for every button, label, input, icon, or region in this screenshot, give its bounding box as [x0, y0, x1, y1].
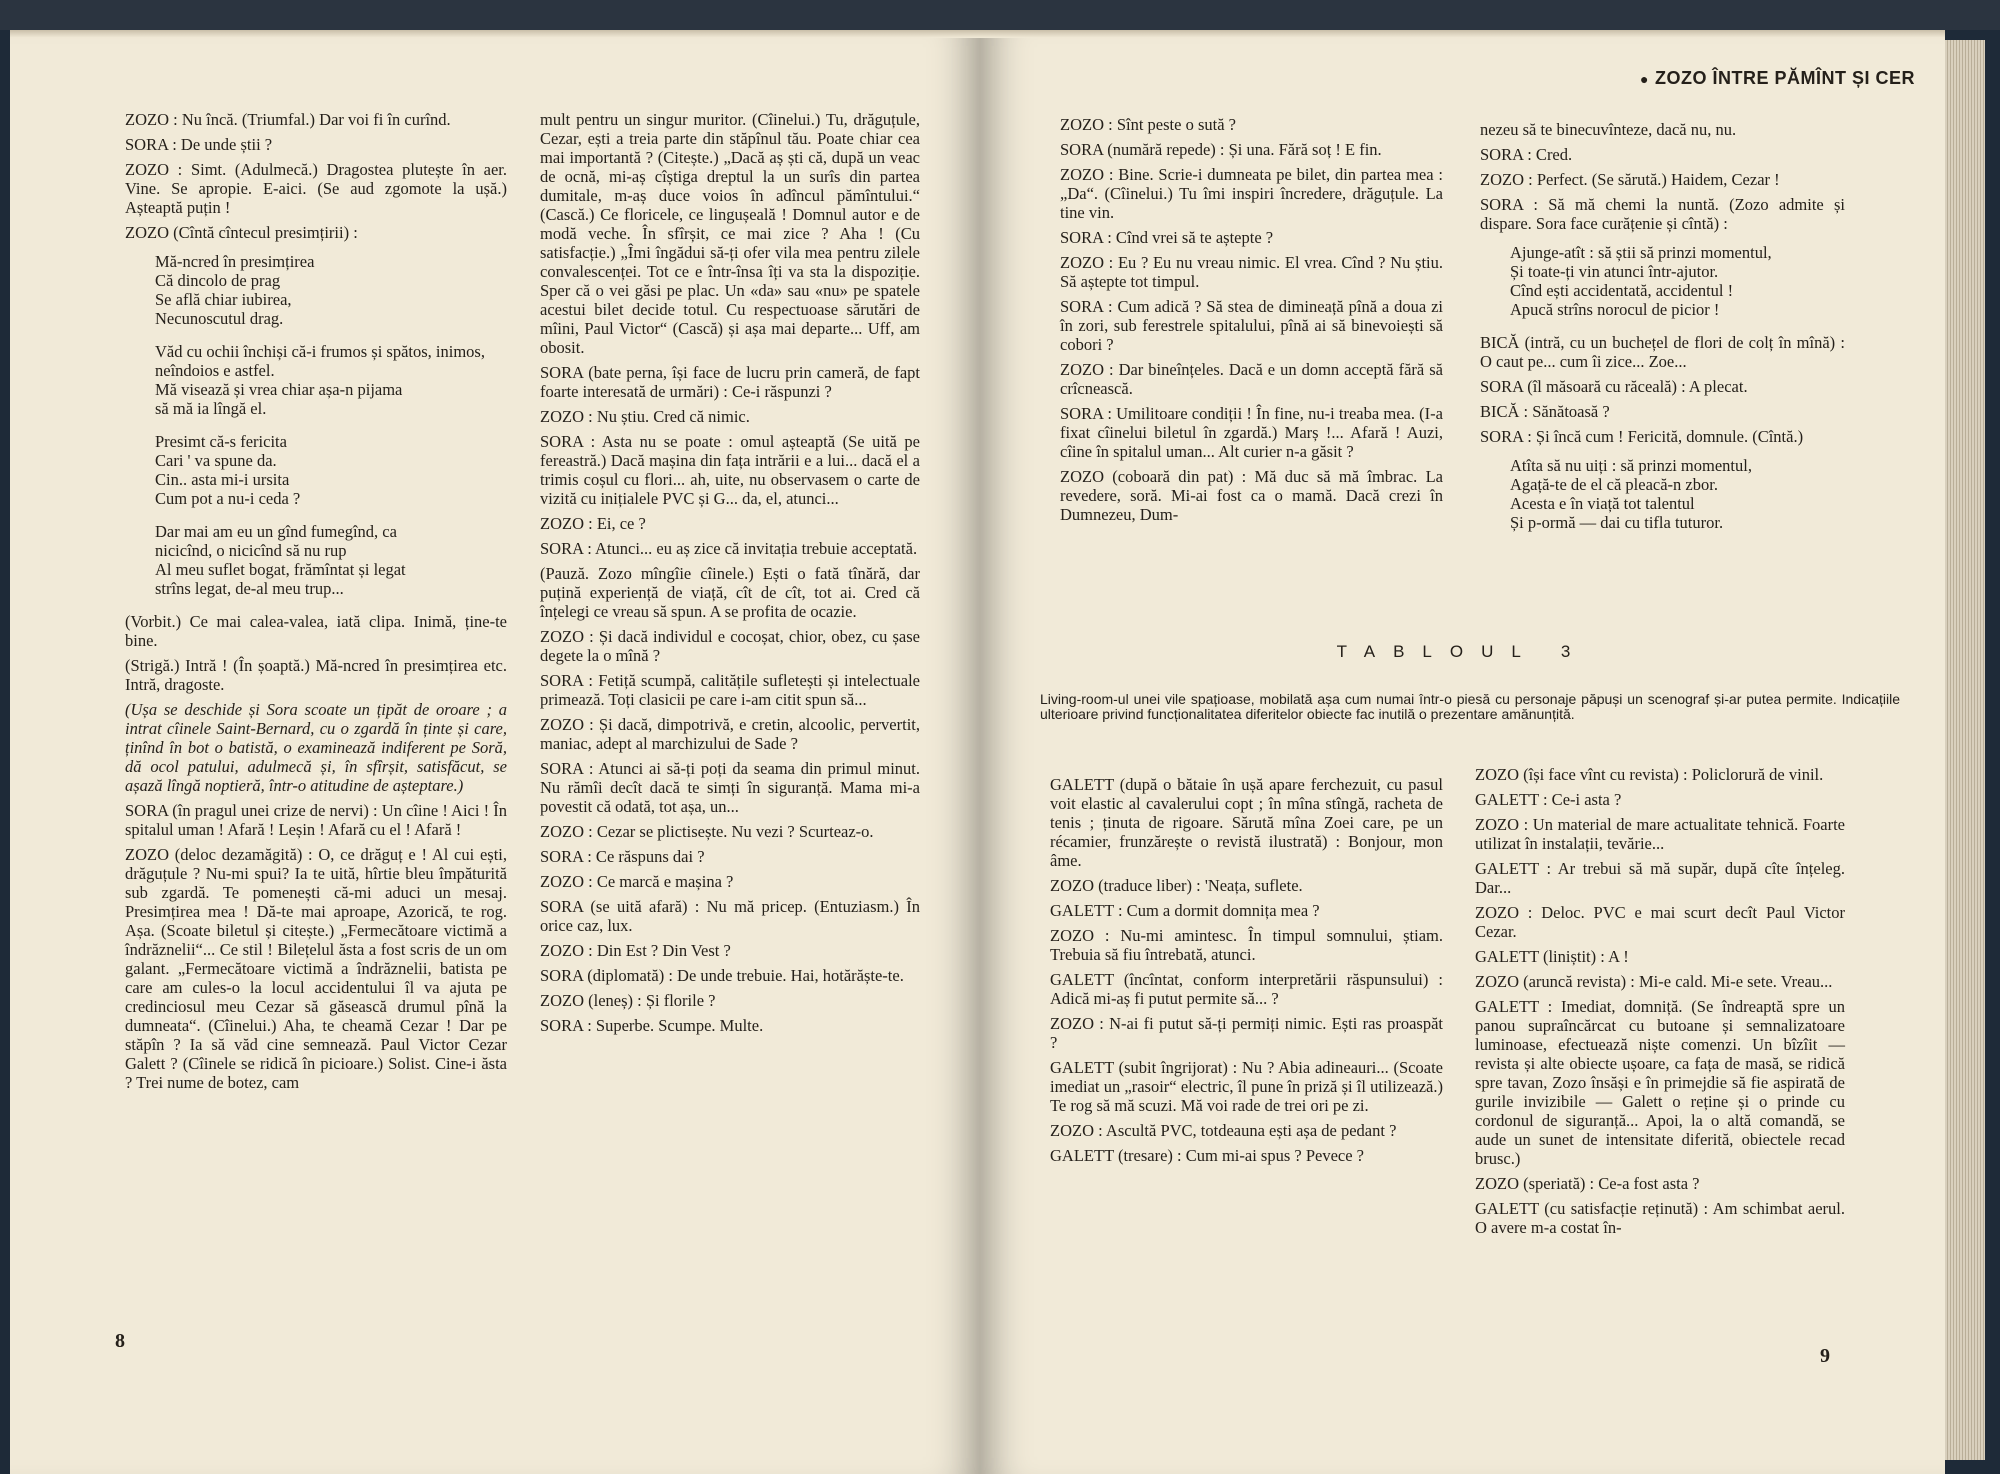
- verse-line: Al meu suflet bogat, frămîntat și legat: [155, 560, 406, 579]
- dialogue-line: ZOZO : Din Est ? Din Vest ?: [540, 941, 731, 960]
- song-verse: [155, 522, 507, 598]
- dialogue-line: SORA (diplomată) : De unde trebuie. Hai, hotărăște-te.: [540, 966, 904, 985]
- verse-line: Ajunge-atît : să știi să prinzi momentul,: [1510, 243, 1772, 262]
- verse-line: Și p-ormă — dai cu tifla tuturor.: [1510, 513, 1724, 532]
- dialogue-line: SORA : Cum adică ? Să stea de dimineață pînă a doua zi în zori, sub ferestrele spitalului, pînă ai să binevoiești să cobori ?: [1060, 297, 1443, 354]
- right-column-4: [1475, 765, 1845, 1243]
- dialogue-line: mult pentru un singur muritor. (Cîinelui.) Tu, drăguțule, Cezar, ești a treia parte din stăpînul tău. Poate chiar cea mai importantă ? (Citește.) „Dacă aș ști că, după un veac de ocnă, mi-aș cîștiga dreptul la un surîs din partea dumitale, m-aș duce voios în adîncul pămîntului.“ (Cască.) Ce floricele, ce lingușeală ! Domnul autor e de modă veche. În sfîrșit, ce mai zice ? Aha ! (Cu satisfacție.) „Îmi îngădui să-ți ofer vila mea pentru zilele convalescenței. Tot ce e într-însa îți va sta la dispoziție. Sper că o vei găsi pe plac. Un «da» sau «nu» pe spatele acestui bilet decide totul. Cu respectuoase sărutări de mîini, Paul Victor“ (Cască) și așa mai departe... Uff, am obosit.: [540, 110, 920, 357]
- dialogue-line: ZOZO (traduce liber) : 'Neața, suflete.: [1050, 876, 1303, 895]
- dialogue-line: BICĂ (intră, cu un buchețel de flori de colț în mînă) : O caut pe... cum îi zice... Zoe...: [1480, 333, 1845, 371]
- dialogue-line: BICĂ : Sănătoasă ?: [1480, 402, 1610, 421]
- dialogue-line: ZOZO (Cîntă cîntecul presimțirii) :: [125, 223, 358, 242]
- left-page: [10, 30, 980, 1474]
- dialogue-line: ZOZO : Perfect. (Se sărută.) Haidem, Cezar !: [1480, 170, 1780, 189]
- dialogue-line: SORA : Superbe. Scumpe. Multe.: [540, 1016, 764, 1035]
- dialogue-line: GALETT : Ar trebui să mă supăr, după cîte înțeleg. Dar...: [1475, 859, 1845, 897]
- song-verse: [1510, 456, 1845, 532]
- right-page: [980, 30, 1945, 1474]
- page-top-shadow: [10, 30, 980, 38]
- verse-line: Apucă strîns norocul de picior !: [1510, 300, 1720, 319]
- dialogue-line: ZOZO (aruncă revista) : Mi-e cald. Mi-e sete. Vreau...: [1475, 972, 1833, 991]
- dialogue-line: SORA (în pragul unei crize de nervi) : Un cîine ! Aici ! În spitalul uman ! Afară ! Leșin ! Afară cu el ! Afară !: [125, 801, 507, 839]
- dialogue-block: [1050, 775, 1443, 1165]
- dialogue-line: SORA : Cînd vrei să te aștepte ?: [1060, 228, 1274, 247]
- dialogue-line: nezeu să te binecuvînteze, dacă nu, nu.: [1480, 120, 1737, 139]
- dialogue-line: SORA : Să mă chemi la nuntă. (Zozo admite și dispare. Sora face curățenie și cîntă) :: [1480, 195, 1845, 233]
- dialogue-line: GALETT (tresare) : Cum mi-ai spus ? Pevece ?: [1050, 1146, 1365, 1165]
- verse-line: să mă ia lîngă el.: [155, 399, 267, 418]
- page-edges: [1945, 40, 1985, 1460]
- verse-line: Agață-te de el că pleacă-n zbor.: [1510, 475, 1718, 494]
- dialogue-line: GALETT (liniștit) : A !: [1475, 947, 1629, 966]
- dialogue-line: SORA : Asta nu se poate : omul așteaptă (Se uită pe fereastră.) Dacă mașina din fața intrării e a lui... dacă el a trimis coșul cu flori... ah, uite, nu observasem o carte de vizită cu inițialele PVC și G... da, el, atunci...: [540, 432, 920, 508]
- dialogue-line: SORA (bate perna, își face de lucru prin cameră, de fapt foarte interesată de urmări) : Ce-i răspunzi ?: [540, 363, 920, 401]
- right-column-1: [1060, 115, 1443, 530]
- dialogue-line: SORA : Fetiță scumpă, calitățile sufletești și intelectuale primează. Toți clasicii pe care i-am citit spun să...: [540, 671, 920, 709]
- dialogue-line: ZOZO : N-ai fi putut să-ți permiți nimic. Ești ras proaspăt ?: [1050, 1014, 1443, 1052]
- dialogue-line: GALETT (subit îngrijorat) : Nu ? Abia adineauri... (Scoate imediat un „rasoir“ electric, îl pune în priză și îl utilizează.) Te rog să mă scuzi. Mă voi rade de trei ori pe zi.: [1050, 1058, 1443, 1115]
- dialogue-line: ZOZO : Și dacă, dimpotrivă, e cretin, alcoolic, pervertit, maniac, adept al marchizului de Sade ?: [540, 715, 920, 753]
- verse-line: Văd cu ochii închiși că-i frumos și spătos, inimos, neîndoios e astfel.: [155, 342, 485, 380]
- verse-line: nicicînd, o nicicînd să nu rup: [155, 541, 347, 560]
- dialogue-line: ZOZO : Ei, ce ?: [540, 514, 646, 533]
- verse-line: Că dincolo de prag: [155, 271, 281, 290]
- verse-line: Atîta să nu uiți : să prinzi momentul,: [1510, 456, 1752, 475]
- verse-line: Mă-ncred în presimțirea: [155, 252, 315, 271]
- dialogue-line: ZOZO (își face vînt cu revista) : Policlorură de vinil.: [1475, 765, 1824, 784]
- verse-line: Dar mai am eu un gînd fumegînd, ca: [155, 522, 397, 541]
- dialogue-line: SORA : Atunci ai să-ți poți da seama din primul minut. Nu rămîi decît dacă te simți în siguranță. Mama mi-a povestit că odată, tot așa, un...: [540, 759, 920, 816]
- dialogue-line: GALETT (cu satisfacție reținută) : Am schimbat aerul. O avere m-a costat în-: [1475, 1199, 1845, 1237]
- dialogue-line: ZOZO : Dar bineînțeles. Dacă e un domn acceptă fără să crîcnească.: [1060, 360, 1443, 398]
- dialogue-block: [1060, 115, 1443, 524]
- dialogue-block: [1475, 765, 1845, 1237]
- dialogue-line: ZOZO : Nu încă. (Triumfal.) Dar voi fi în curînd.: [125, 110, 451, 129]
- left-column-2: [540, 110, 920, 1041]
- dialogue-line: ZOZO : Ascultă PVC, totdeauna ești așa de pedant ?: [1050, 1121, 1397, 1140]
- dialogue-block: [125, 801, 507, 1092]
- page-number: 9: [1820, 1345, 1830, 1367]
- dialogue-line: ZOZO : Sînt peste o sută ?: [1060, 115, 1236, 134]
- scene-heading: TABLOUL 3: [1336, 642, 1589, 661]
- song-verse: [1510, 243, 1845, 319]
- page-top-shadow: [980, 30, 1945, 38]
- dialogue-line: ZOZO : Simt. (Adulmecă.) Dragostea plutește în aer. Vine. Se apropie. E-aici. (Se aud zgomote la ușă.) Așteaptă puțin !: [125, 160, 507, 217]
- verse-line: Acesta e în viață tot talentul: [1510, 494, 1695, 513]
- dialogue-line: ZOZO : Eu ? Eu nu vreau nimic. El vrea. Cînd ? Nu știu. Să aștepte tot timpul.: [1060, 253, 1443, 291]
- left-column-1: [125, 110, 507, 1098]
- verse-line: Presimt că-s fericita: [155, 432, 287, 451]
- verse-line: strîns legat, de-al meu trup...: [155, 579, 344, 598]
- verse-line: Necunoscutul drag.: [155, 309, 284, 328]
- dialogue-line: SORA : Atunci... eu aș zice că invitația trebuie acceptată.: [540, 539, 918, 558]
- verse-line: Se află chiar iubirea,: [155, 290, 292, 309]
- dialogue-line: GALETT (încîntat, conform interpretării răspunsului) : Adică mi-aș fi putut permite să... ?: [1050, 970, 1443, 1008]
- dialogue-line: ZOZO (leneș) : Și florile ?: [540, 991, 716, 1010]
- dialogue-line: SORA (se uită afară) : Nu mă pricep. (Entuziasm.) În orice caz, lux.: [540, 897, 920, 935]
- dialogue-block: [1480, 333, 1845, 446]
- song-verse: [155, 432, 507, 508]
- bullet-icon: ●: [1640, 71, 1649, 87]
- verse-line: Și toate-ți vin atunci într-ajutor.: [1510, 262, 1719, 281]
- dialogue-block: [125, 612, 507, 694]
- dialogue-line: ZOZO (coboară din pat) : Mă duc să mă îmbrac. La revedere, soră. Mi-ai fost ca o mamă. Dacă crezi în Dumnezeu, Dum-: [1060, 467, 1443, 524]
- dialogue-line: SORA : Cred.: [1480, 145, 1573, 164]
- song-verse: [155, 252, 507, 328]
- dialogue-line: ZOZO (deloc dezamăgită) : O, ce drăguț e ! Al cui ești, drăguțule ? Nu-mi spui? Ia te uită, hîrtie bleu împăturită sub zgardă. Te pomenești că-mi aduci un mesaj. Presimțirea mea ! Dă-te mai aproape, Azorică, te rog. Așa. (Scoate biletul și citește.) „Fermecătoare victimă a îndrăznelii“... Ce stil ! Bilețelul ăsta a fost scris de un om galant. „Fermecătoare victimă a îndrăznelii, batista pe care am cules-o la locul accidentului îl va ajuta pe credinciosul meu Cezar să găsească drumul pînă la dumneata“. (Cîinelui.) Aha, te cheamă Cezar ! Dar pe stăpîn ? Ia să văd cine semnează. Paul Victor Cezar Galett ? (Cîinele se ridică în picioare.) Solist. Cine-i ăsta ? Trei nume de botez, cam: [125, 845, 507, 1092]
- dialogue-line: (Vorbit.) Ce mai calea-valea, iată clipa. Inimă, ține-te bine.: [125, 612, 507, 650]
- dialogue-line: (Strigă.) Intră ! (În șoaptă.) Mă-ncred în presimțirea etc. Intră, dragoste.: [125, 656, 507, 694]
- dialogue-block: [540, 110, 920, 1035]
- dialogue-line: GALETT : Cum a dormit domnița mea ?: [1050, 901, 1320, 920]
- dialogue-line: SORA (numără repede) : Și una. Fără soț ! E fin.: [1060, 140, 1382, 159]
- right-column-2: [1480, 120, 1845, 546]
- page-number: 8: [115, 1330, 125, 1352]
- verse-line: Cin.. asta mi-i ursita: [155, 470, 290, 489]
- stage-direction: (Ușa se deschide și Sora scoate un țipăt de oroare ; a intrat cîinele Saint-Bernard, cu o zgardă în ținte și care, ținînd în bot o batistă, o examinează indiferent pe Soră, dă ocol patului, adulmecă și, în sfîrșit, satisfăcut, se așază lîngă noptieră, într-o atitudine de așteptare.): [125, 700, 507, 795]
- dialogue-line: ZOZO : Nu-mi amintesc. În timpul somnului, știam. Trebuia să fiu întrebată, atunci.: [1050, 926, 1443, 964]
- dialogue-line: ZOZO : Ce marcă e mașina ?: [540, 872, 734, 891]
- dialogue-line: SORA (îl măsoară cu răceală) : A plecat.: [1480, 377, 1748, 396]
- dialogue-line: ZOZO : Cezar se plictisește. Nu vezi ? Scurteaz-o.: [540, 822, 874, 841]
- dialogue-line: SORA : De unde știi ?: [125, 135, 273, 154]
- verse-line: Mă visează și vrea chiar așa-n pijama: [155, 380, 403, 399]
- verse-line: Cari ' va spune da.: [155, 451, 277, 470]
- scene-description: Living-room-ul unei vile spațioase, mobilată așa cum numai într-o piesă cu personaje păpuși un scenograf și-ar putea permite. Indicațiile ulterioare privind funcționalitatea diferitelor obiecte fac inutilă o prezentare amănunțită.: [1040, 691, 1900, 722]
- dialogue-line: GALETT (după o bătaie în ușă apare ferchezuit, cu pasul voit elastic al cavalerului copt ; în mîna stîngă, racheta de tenis ; ținuta de rigoare. Sărută mîna Zoei care, pe un récamier, frunzărește o revistă ilustrată) : Bonjour, mon âme.: [1050, 775, 1443, 870]
- dialogue-line: GALETT : Imediat, domniță. (Se îndreaptă spre un panou supraîncărcat cu butoane și semnalizatoare luminoase, efectuează niște comenzi. Un bîzîit — revista și alte obiecte ușoare, ca fața de masă, se ridică spre tavan, Zozo însăși e în primejdie să fie aspirată de gurile invizibile — Galett o reține și o prinde cu cordonul de siguranță... Apoi, la o altă comandă, se aude un sunet de intensitate diferită, obiectele recad brusc.): [1475, 997, 1845, 1168]
- dialogue-line: ZOZO : Deloc. PVC e mai scurt decît Paul Victor Cezar.: [1475, 903, 1845, 941]
- dialogue-line: (Pauză. Zozo mîngîie cîinele.) Ești o fată tînără, dar puțină experiență de viață, cît de cît, tot ai. Cred că înțelegi ce vreau să spun. A se profita de ocazie.: [540, 564, 920, 621]
- right-column-3: [1050, 775, 1443, 1171]
- dialogue-line: GALETT : Ce-i asta ?: [1475, 790, 1622, 809]
- song-verse: [155, 342, 507, 418]
- book-spread: [0, 30, 2000, 1474]
- dialogue-block: [1480, 120, 1845, 233]
- verse-line: Cum pot a nu-i ceda ?: [155, 489, 301, 508]
- dialogue-line: ZOZO : Bine. Scrie-i dumneata pe bilet, din partea mea : „Da“. (Cîinelui.) Tu îmi inspiri încredere, drăguțule. La tine vin.: [1060, 165, 1443, 222]
- dialogue-line: ZOZO : Nu știu. Cred că nimic.: [540, 407, 750, 426]
- dialogue-block: [125, 110, 507, 242]
- dialogue-line: ZOZO (speriată) : Ce-a fost asta ?: [1475, 1174, 1700, 1193]
- dialogue-line: SORA : Și încă cum ! Fericită, domnule. (Cîntă.): [1480, 427, 1804, 446]
- dialogue-line: SORA : Ce răspuns dai ?: [540, 847, 705, 866]
- running-head: ● ZOZO ÎNTRE PĂMÎNT ȘI CER: [1640, 68, 1915, 88]
- dialogue-line: SORA : Umilitoare condiții ! În fine, nu-i treaba mea. (I-a fixat cîinelui biletul în zgardă.) Marș !... Afară ! Auzi, cîine în spitalul uman... Alt curier n-a găsit ?: [1060, 404, 1443, 461]
- verse-line: Cînd ești accidentată, accidentul !: [1510, 281, 1734, 300]
- dialogue-line: ZOZO : Și dacă individul e cocoșat, chior, obez, cu șase degete la o mînă ?: [540, 627, 920, 665]
- dialogue-line: ZOZO : Un material de mare actualitate tehnică. Foarte utilizat în instalații, tevărie...: [1475, 815, 1845, 853]
